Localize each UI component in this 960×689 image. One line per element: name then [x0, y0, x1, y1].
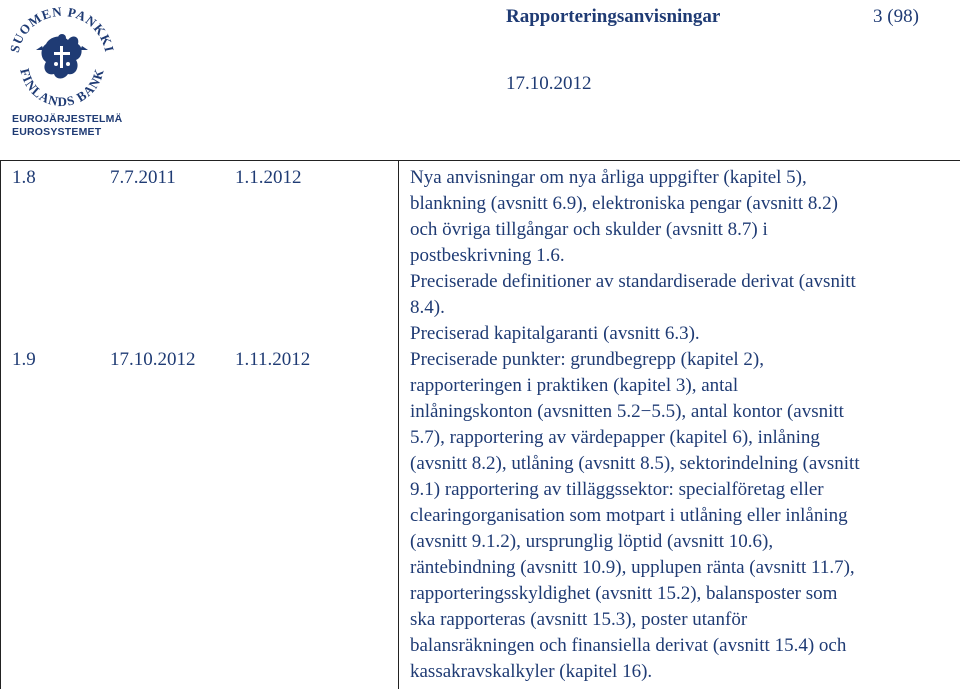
row-1-effective-date: 1.1.2012: [235, 167, 302, 188]
row-2-description-line: (avsnitt 8.2), utlåning (avsnitt 8.5), sektorindelning (avsnitt: [410, 453, 860, 474]
document-date: 17.10.2012: [506, 73, 592, 94]
row-2-version: 1.9: [12, 349, 36, 370]
row-2-description-line: 9.1) rapportering av tilläggssektor: specialföretag eller: [410, 479, 824, 500]
row-2-published-date: 17.10.2012: [110, 349, 196, 370]
svg-text:SUOMEN PANKKI: SUOMEN PANKKI: [6, 4, 118, 54]
logo-eurosystem-sv: EUROSYSTEMET: [12, 126, 102, 138]
logo-eurosystem-fi: EUROJÄRJESTELMÄ: [12, 113, 123, 125]
row-1-published-date: 7.7.2011: [110, 167, 176, 188]
bank-logo: [6, 4, 123, 138]
document-title: Rapporteringsanvisningar: [506, 6, 721, 27]
row-1-description-line: Preciserad kapitalgaranti (avsnitt 6.3).: [410, 323, 700, 344]
row-2-description-line: rapporteringen i praktiken (kapitel 3), antal: [410, 375, 739, 396]
row-1-description: [410, 165, 950, 347]
row-2-description-line: balansräkningen och finansiella derivat (avsnitt 15.4) och: [410, 635, 847, 656]
row-1-description-line: 8.4).: [410, 297, 445, 318]
row-1-description-line: Preciserade definitioner av standardiserade derivat (avsnitt: [410, 271, 856, 292]
row-1-description-line: postbeskrivning 1.6.: [410, 245, 565, 266]
row-2-description-line: (avsnitt 9.1.2), ursprunglig löptid (avsnitt 10.6),: [410, 531, 774, 552]
bank-emblem-icon: [6, 4, 118, 110]
table-divider-description: [398, 161, 399, 689]
row-1-description-line: blankning (avsnitt 6.9), elektroniska pengar (avsnitt 8.2): [410, 193, 838, 214]
row-2-description-line: clearingorganisation som motpart i utlåning eller inlåning: [410, 505, 848, 526]
row-2-description-line: Preciserade punkter: grundbegrepp (kapitel 2),: [410, 349, 765, 370]
row-2-description-line: räntebindning (avsnitt 10.9), upplupen ränta (avsnitt 11.7),: [410, 557, 855, 578]
svg-text:FINLANDS BANK: FINLANDS BANK: [17, 66, 107, 110]
row-2-effective-date: 1.11.2012: [235, 349, 311, 370]
page-number: 3 (98): [873, 6, 919, 27]
row-1-description-line: Nya anvisningar om nya årliga uppgifter (kapitel 5),: [410, 167, 807, 188]
row-1-description-line: och övriga tillgångar och skulder (avsnitt 8.7) i: [410, 219, 768, 240]
row-2-description-line: 5.7), rapportering av värdepapper (kapitel 6), inlåning: [410, 427, 820, 448]
row-2-description-line: inlåningskonton (avsnitten 5.2−5.5), antal kontor (avsnitt: [410, 401, 844, 422]
row-1-version: 1.8: [12, 167, 36, 188]
row-2-description: [410, 347, 950, 685]
table-border-left: [0, 161, 1, 689]
row-2-description-line: ska rapporteras (avsnitt 15.3), poster utanför: [410, 609, 748, 630]
row-2-description-line: rapporteringsskyldighet (avsnitt 15.2), balansposter som: [410, 583, 838, 604]
row-2-description-line: kassakravskalkyler (kapitel 16).: [410, 661, 653, 682]
revision-table: [0, 160, 960, 689]
